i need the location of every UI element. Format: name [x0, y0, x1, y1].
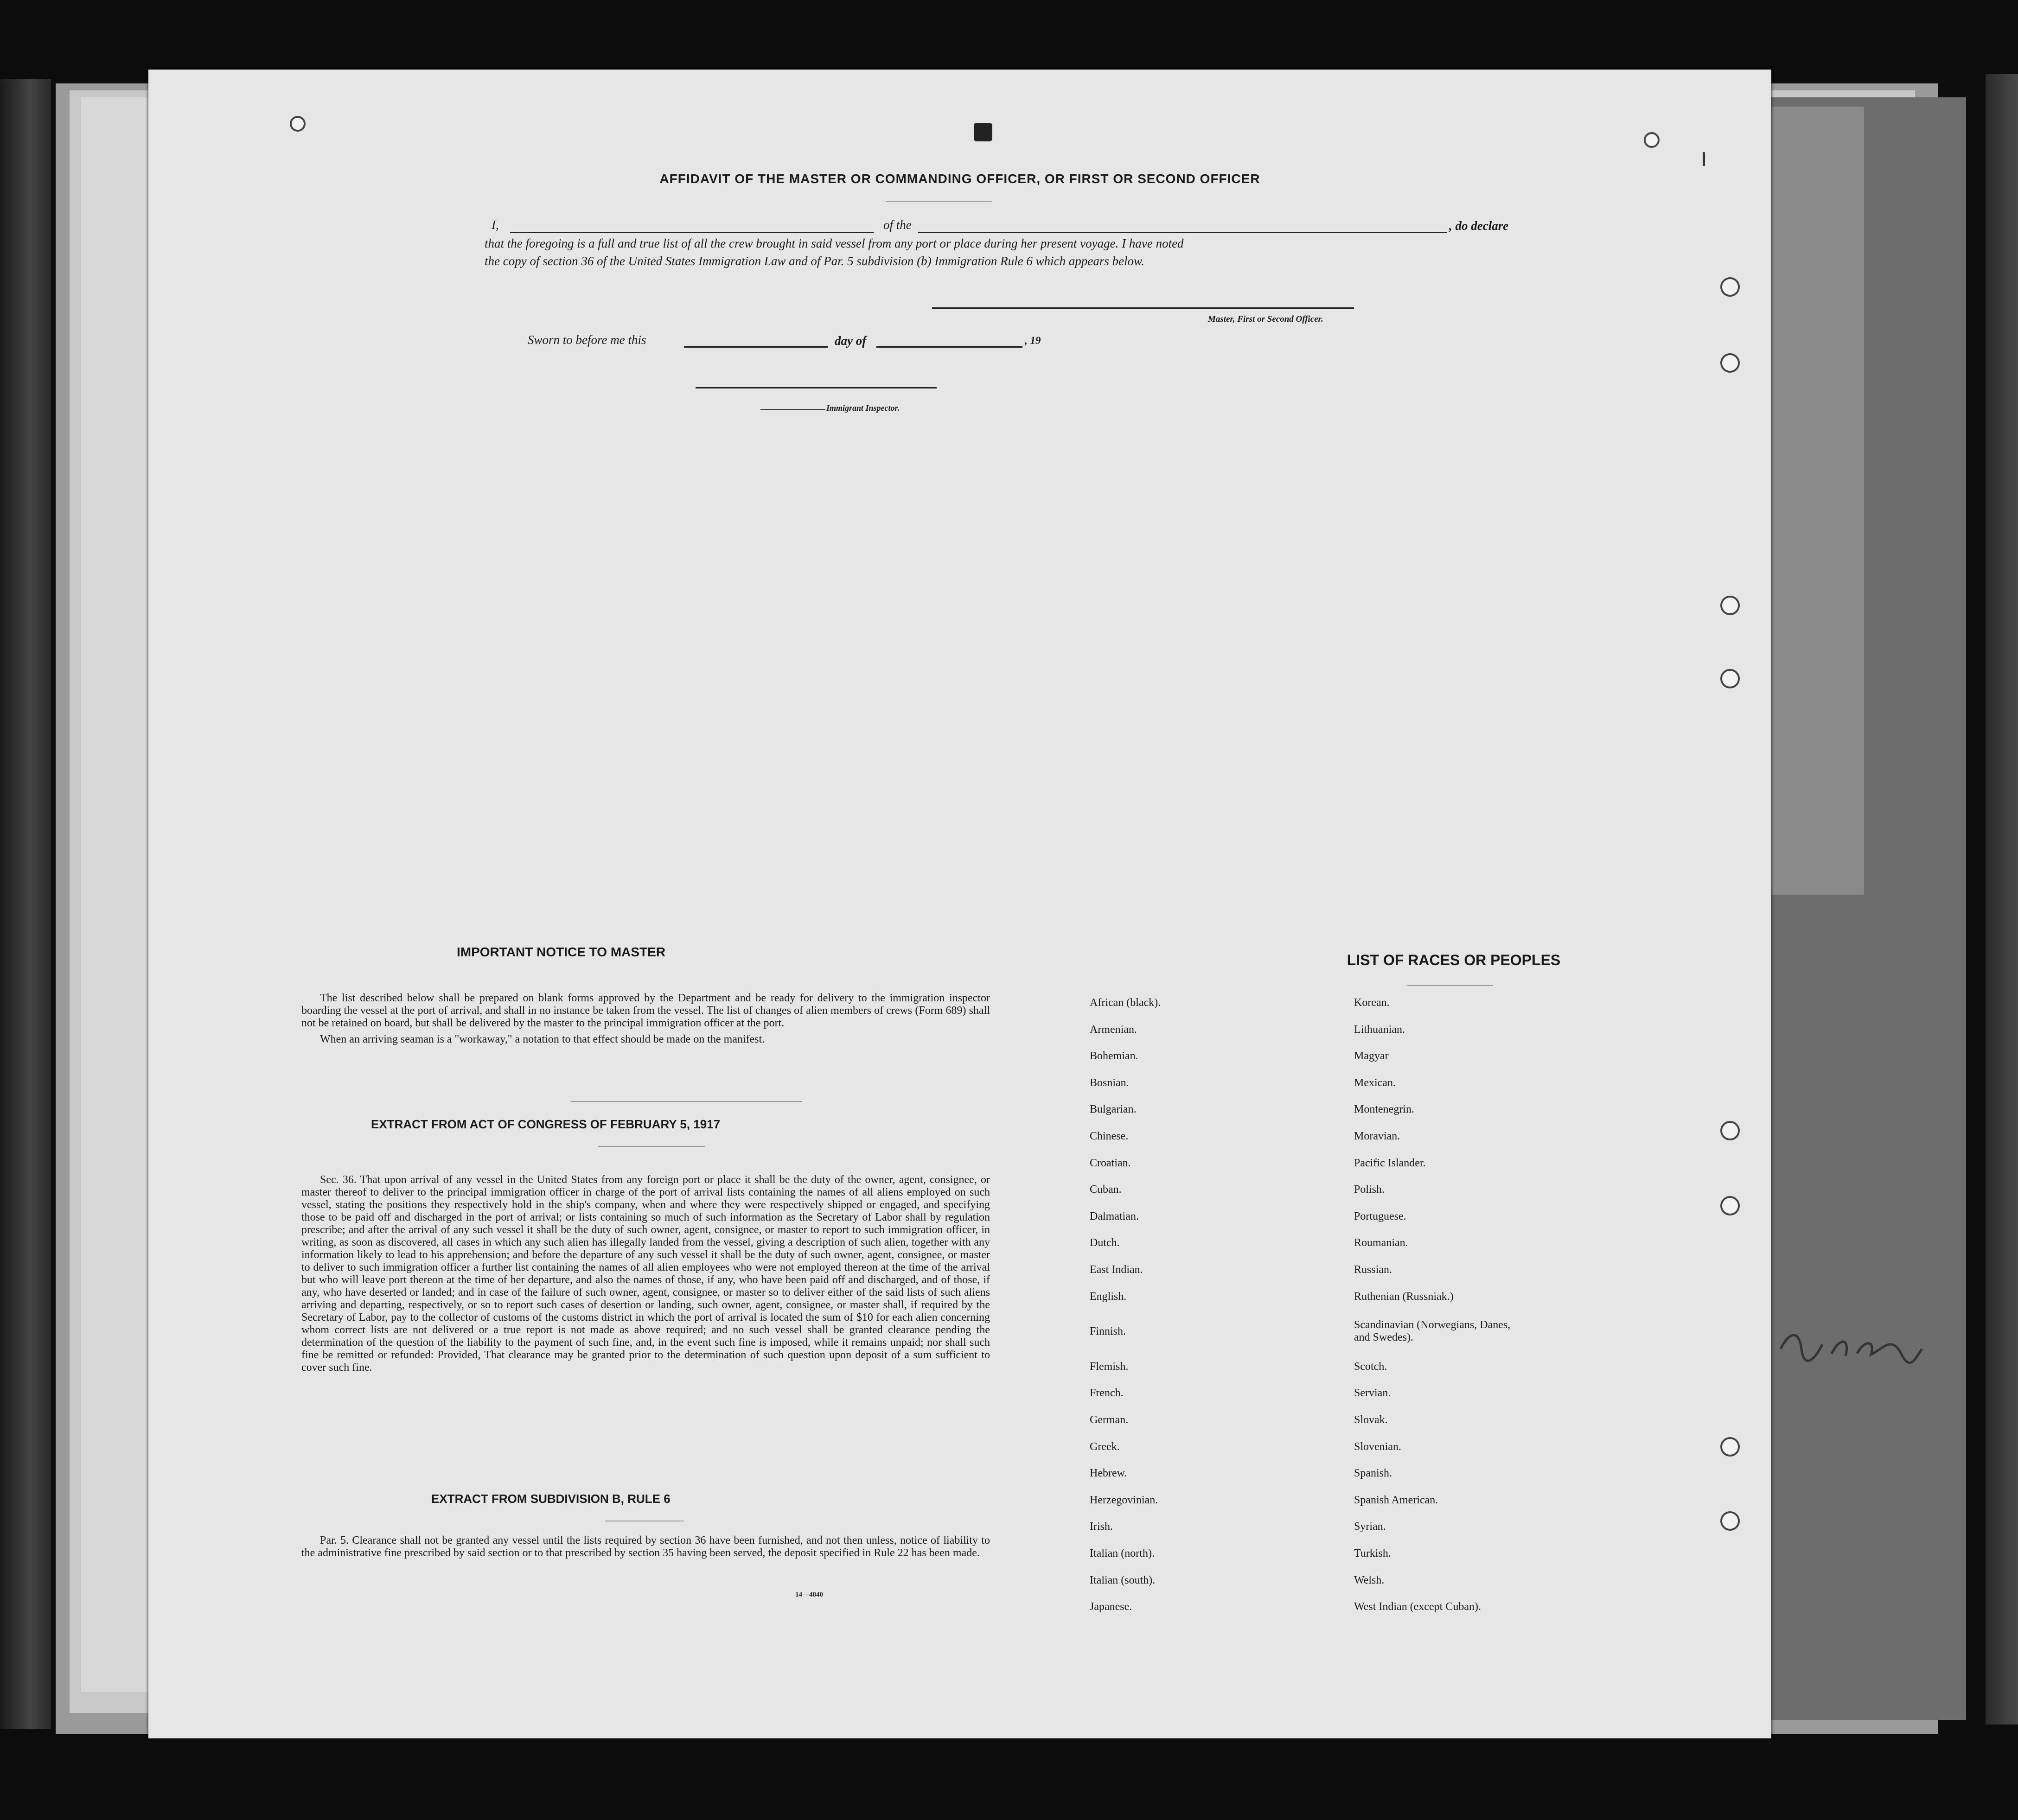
race-item: Portuguese.	[1354, 1210, 1406, 1222]
vessel-field-line	[918, 232, 1447, 233]
race-item: East Indian.	[1090, 1264, 1143, 1276]
handwriting-mark	[1776, 1321, 1924, 1368]
race-item: Syrian.	[1354, 1521, 1386, 1533]
master-signature-line	[932, 307, 1354, 309]
race-item: Mexican.	[1354, 1077, 1396, 1089]
notice-paragraph: The list described below shall be prepared on blank forms approved by the Department and be ready for delivery to the immigration inspector boarding the vessel at the port of arrival, and shall in no instance be taken from the vessel. The list of changes of alien members of crews (Form 689) shall not be retained on board, but shall be delivered by the master to the principal immigration officer at the port.	[301, 992, 990, 1029]
race-item: Montenegrin.	[1354, 1103, 1414, 1115]
race-item: French.	[1090, 1387, 1124, 1399]
extract-rule-title: EXTRACT FROM SUBDIVISION B, RULE 6	[431, 1492, 671, 1506]
master-signature-label: Master, First or Second Officer.	[1208, 314, 1323, 324]
race-item: African (black).	[1090, 997, 1161, 1009]
race-item: Moravian.	[1354, 1130, 1400, 1142]
declaration-line-1: that the foregoing is a full and true list of all the crew brought in said vessel from any port or place during her present voyage. I have noted	[485, 236, 1184, 250]
rule-6-text: Par. 5. Clearance shall not be granted any vessel until the lists required by section 36 have been furnished, and not then unless, notice of liability to the administrative fine prescribed by said section or to that prescribed by section 35 having been served, the deposit specified in Rule 22 has been made.	[301, 1534, 990, 1559]
affidavit-title: AFFIDAVIT OF THE MASTER OR COMMANDING OFFICER, OR FIRST OR SECOND OFFICER	[659, 172, 1260, 186]
divider	[598, 1146, 705, 1147]
race-item: Spanish American.	[1354, 1494, 1438, 1506]
notice-title: IMPORTANT NOTICE TO MASTER	[457, 945, 666, 959]
punch-hole	[1720, 669, 1740, 688]
sworn-month-line	[876, 346, 1022, 348]
of-the-label: of the	[883, 218, 912, 232]
sworn-label: Sworn to before me this	[528, 333, 646, 347]
race-item: English.	[1090, 1291, 1127, 1303]
manifest-page	[148, 70, 1771, 1738]
race-item: Pacific Islander.	[1354, 1157, 1426, 1169]
race-item: Spanish.	[1354, 1467, 1392, 1479]
race-item: Magyar	[1354, 1050, 1389, 1062]
race-item: Bulgarian.	[1090, 1103, 1137, 1115]
race-item: Servian.	[1354, 1387, 1391, 1399]
race-item: West Indian (except Cuban).	[1354, 1601, 1481, 1613]
race-item: Bosnian.	[1090, 1077, 1129, 1089]
punch-hole	[1720, 1121, 1740, 1140]
race-item: Russian.	[1354, 1264, 1392, 1276]
extract-act-text	[301, 1174, 990, 1374]
race-item: Korean.	[1354, 997, 1390, 1009]
race-item: Greek.	[1090, 1441, 1120, 1453]
punch-hole	[290, 116, 306, 132]
punch-hole	[1720, 596, 1740, 615]
race-item: Turkish.	[1354, 1547, 1391, 1559]
race-item: Slovenian.	[1354, 1441, 1401, 1453]
notice-paragraph: When an arriving seaman is a "workaway," a notation to that effect should be made on the manifest.	[320, 1033, 765, 1045]
ink-mark	[1703, 152, 1705, 166]
extract-act-title: EXTRACT FROM ACT OF CONGRESS OF FEBRUARY 5, 1917	[371, 1117, 721, 1131]
race-item: Dalmatian.	[1090, 1210, 1139, 1222]
race-item: Slovak.	[1354, 1414, 1388, 1426]
race-item: Lithuanian.	[1354, 1024, 1405, 1036]
punch-hole	[1644, 132, 1660, 148]
race-item: Scandinavian (Norwegians, Danes, and Swedes).	[1354, 1319, 1511, 1343]
race-item: Armenian.	[1090, 1024, 1137, 1036]
race-item: Finnish.	[1090, 1325, 1126, 1337]
section-36-text: Sec. 36. That upon arrival of any vessel in the United States from any foreign port or place it shall be the duty of the owner, agent, consignee, or master thereof to deliver to the principal immigration officer in charge of the port of arrival lists containing the names of all aliens employed on such vessel, stating the positions they respectively hold in the ship's company, when and where they were respectively shipped or engaged, and specifying those to be paid off and discharged in the port of arrival; or lists containing so much of such information as the Secretary of Labor shall by regulation prescribe; and after the arrival of any such vessel it shall be the duty of such owner, agent, consignee, or master to report to such immigration officer, in writing, as soon as discovered, all cases in which any such alien has illegally landed from the vessel, giving a description of such alien, together with any information likely to lead to his apprehension; and before the departure of any such vessel it shall be the duty of such owner, agent, consignee, or master to deliver to such immigration officer a further list containing the names of all alien employees who were not employed thereon at the time of the arrival but who will leave port thereon at the time of her departure, and also the names of those, if any, who have been paid off and discharged, and of those, if any, who have deserted or landed; and in case of the failure of such owner, agent, consignee, or master so to deliver either of the said lists of such aliens arriving and departing, respectively, or so to report such cases of desertion or landing, such owner, agent, consignee, or master shall, if required by the Secretary of Labor, pay to the collector of customs of the customs district in which the port of arrival is located the sum of $10 for each alien concerning whom correct lists are not delivered or a true report is not made as above required; and no such vessel shall be granted clearance pending the determination of the question of the liability to the payment of such fine, and, in the event such fine is imposed, while it remains unpaid; nor shall such fine be remitted or refunded: Provided, That clearance may be granted prior to the determination of such question upon deposit of a sum sufficient to cover such fine.	[301, 1174, 990, 1374]
race-item: Roumanian.	[1354, 1237, 1408, 1249]
race-item: Scotch.	[1354, 1361, 1387, 1373]
race-item: German.	[1090, 1414, 1129, 1426]
race-item: Japanese.	[1090, 1601, 1132, 1613]
punch-hole	[1720, 277, 1740, 297]
race-item: Irish.	[1090, 1521, 1113, 1533]
divider	[886, 201, 992, 202]
race-item: Italian (south).	[1090, 1574, 1156, 1586]
do-declare-label: , do declare	[1449, 219, 1509, 233]
punch-hole	[1720, 1196, 1740, 1215]
binder-left-edge	[0, 79, 51, 1729]
divider	[570, 1101, 802, 1102]
race-item: Ruthenian (Russniak.)	[1354, 1291, 1454, 1303]
race-item: Hebrew.	[1090, 1467, 1127, 1479]
race-item: Welsh.	[1354, 1574, 1385, 1586]
race-item: Polish.	[1354, 1184, 1385, 1196]
day-of-label: day of	[835, 334, 867, 348]
declaration-line-2: the copy of section 36 of the United States Immigration Law and of Par. 5 subdivision (b) Immigration Rule 6 which appears below.	[485, 254, 1144, 268]
extract-rule-text	[301, 1534, 990, 1559]
year-label: , 19	[1025, 335, 1041, 346]
punch-hole	[1720, 353, 1740, 373]
inspector-label: Immigrant Inspector.	[826, 403, 900, 413]
binder-right-edge	[1986, 74, 2018, 1725]
inspector-signature-line	[696, 387, 937, 388]
sworn-day-line	[684, 346, 828, 348]
punch-hole	[1720, 1437, 1740, 1457]
race-item: Italian (north).	[1090, 1547, 1155, 1559]
race-item: Chinese.	[1090, 1130, 1129, 1142]
race-item: Dutch.	[1090, 1237, 1120, 1249]
notice-text	[301, 992, 990, 1046]
race-item: Herzegovinian.	[1090, 1494, 1158, 1506]
name-field-line	[510, 232, 874, 233]
ink-mark	[974, 123, 992, 141]
i-label: I,	[492, 218, 499, 232]
form-number: 14—4840	[795, 1591, 823, 1598]
race-item: Bohemian.	[1090, 1050, 1138, 1062]
race-item: Croatian.	[1090, 1157, 1131, 1169]
race-item: Flemish.	[1090, 1361, 1129, 1373]
races-title: LIST OF RACES OR PEOPLES	[1347, 952, 1561, 968]
race-item: Cuban.	[1090, 1184, 1122, 1196]
punch-hole	[1720, 1511, 1740, 1531]
inspector-dash	[760, 409, 825, 410]
divider	[1407, 985, 1493, 986]
